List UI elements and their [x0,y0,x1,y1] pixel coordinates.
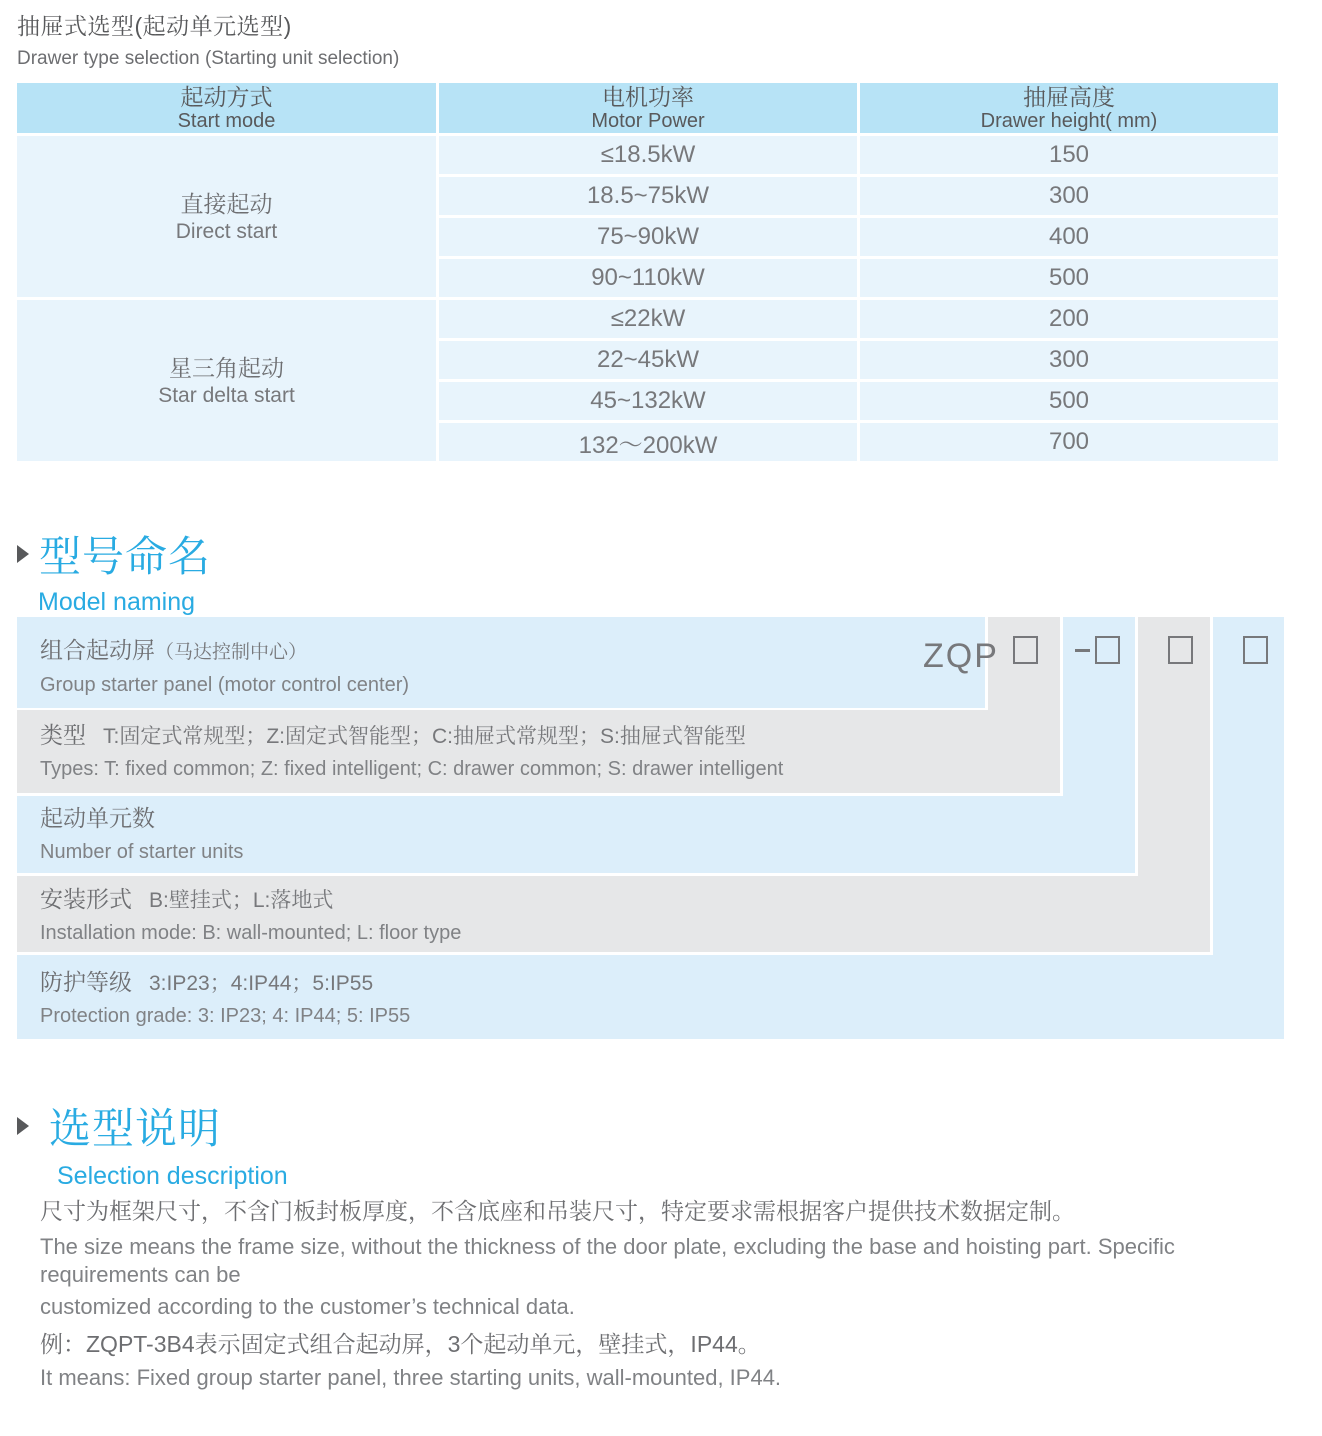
col-header-en: Start mode [177,109,276,132]
drawer-selection-table [14,80,1281,464]
diagram-row-en: Group starter panel (motor control center) [40,674,410,696]
page-title-en: Drawer type selection (Starting unit selection) [17,48,400,69]
height-cell: 150 [860,136,1278,174]
description-line: 尺寸为框架尺寸，不含门板封板厚度，不含底座和吊装尺寸，特定要求需根据客户提供技术数据定制。 [40,1198,1075,1224]
diagram-row-type [17,710,1060,793]
group-label-zh: 直接起动 [180,190,273,217]
table-header-row [17,83,1278,133]
col-header-zh: 电机功率 [602,83,694,110]
diagram-row-en: Protection grade: 3: IP23; 4: IP44; 5: IP55 [40,1005,411,1027]
power-cell: ≤18.5kW [439,136,857,174]
power-cell: ≤22kW [439,300,857,338]
diagram-row-protection-grade [17,955,1284,1039]
section-title-zh: 选型说明 [49,1105,222,1152]
section-title-zh: 型号命名 [39,533,212,580]
group-label-zh: 星三角起动 [169,354,284,381]
power-cell: 90~110kW [439,259,857,297]
model-code-box-protection [1243,636,1268,664]
height-cell: 500 [860,382,1278,420]
model-code-dash [1075,649,1090,652]
selection-description-text [40,1196,1300,1392]
diagram-row-zh-main: 组合起动屏 [40,637,155,663]
diagram-row-en: Types: T: fixed common; Z: fixed intelligent; C: drawer common; S: drawer intelligent [40,758,784,780]
diagram-row-zh [40,885,1210,915]
model-naming-diagram [17,617,1284,1039]
diagram-row-group-starter-panel [17,617,985,708]
diagram-row-zh [40,636,985,667]
section-heading-selection-description [17,1096,288,1191]
section-title-en: Selection description [57,1162,288,1190]
power-cell: 45~132kW [439,382,857,420]
col-header-drawer-height [860,83,1278,133]
diagram-row-zh-sub: （马达控制中心） [155,642,308,663]
diagram-row-zh-detail: 3:IP23；4:IP44；5:IP55 [149,972,374,995]
page-title-zh: 抽屉式选型(起动单元选型) [17,13,292,39]
description-line: customized according to the customer’s technical data. [40,1294,575,1319]
diagram-row-zh-main: 起动单元数 [40,805,155,831]
description-line: The size means the frame size, without the thickness of the door plate, excluding the base and hoisting part. Specific requirements can be [40,1234,1175,1287]
height-cell: 400 [860,218,1278,256]
group-label-en: Direct start [175,219,278,243]
power-cell: 18.5~75kW [439,177,857,215]
col-header-en: Drawer height( mm) [980,109,1158,132]
diagram-row-en: Installation mode: B: wall-mounted; L: floor type [40,922,462,944]
arrow-right-icon [17,1117,29,1135]
model-code-prefix: ZQP [923,637,999,675]
group-label-en: Star delta start [158,383,295,407]
diagram-row-zh [40,804,1135,834]
height-cell: 700 [860,423,1278,461]
diagram-row-zh [40,968,1284,998]
diagram-row-zh-main: 安装形式 [40,886,132,912]
diagram-row-zh-main: 类型 [40,722,86,748]
height-cell: 300 [860,177,1278,215]
col-header-start-mode [17,83,436,133]
table-row [17,300,1278,338]
col-header-zh: 起动方式 [180,83,273,110]
description-line: It means: Fixed group starter panel, three starting units, wall-mounted, IP44. [40,1365,782,1390]
doc-header [17,8,399,70]
height-cell: 300 [860,341,1278,379]
model-code-box-type [1013,636,1038,664]
height-cell: 200 [860,300,1278,338]
diagram-row-en: Number of starter units [40,841,244,863]
diagram-row-zh-detail: T:固定式常规型；Z:固定式智能型；C:抽屉式常规型；S:抽屉式智能型 [103,725,746,748]
model-code-box-installation [1168,636,1193,664]
section-heading-model-naming [17,524,211,617]
group-cell-direct-start [17,136,436,297]
description-line: 例：ZQPT-3B4表示固定式组合起动屏，3个起动单元，壁挂式，IP44。 [40,1331,761,1357]
col-header-motor-power [439,83,857,133]
col-header-zh: 抽屉高度 [1023,83,1115,110]
section-title-en: Model naming [38,588,196,616]
diagram-row-zh-main: 防护等级 [40,969,132,995]
diagram-row-zh-detail: B:壁挂式；L:落地式 [149,889,334,912]
col-header-en: Motor Power [591,109,705,132]
arrow-right-icon [17,545,29,563]
power-cell: 75~90kW [439,218,857,256]
table-row [17,136,1278,174]
power-cell: 132～200kW [439,423,857,461]
model-code-box-units [1095,636,1120,664]
diagram-row-starter-units [17,796,1135,873]
diagram-row-installation-mode [17,876,1210,952]
diagram-row-zh [40,721,1060,751]
group-cell-star-delta-start [17,300,436,461]
height-cell: 500 [860,259,1278,297]
power-cell: 22~45kW [439,341,857,379]
